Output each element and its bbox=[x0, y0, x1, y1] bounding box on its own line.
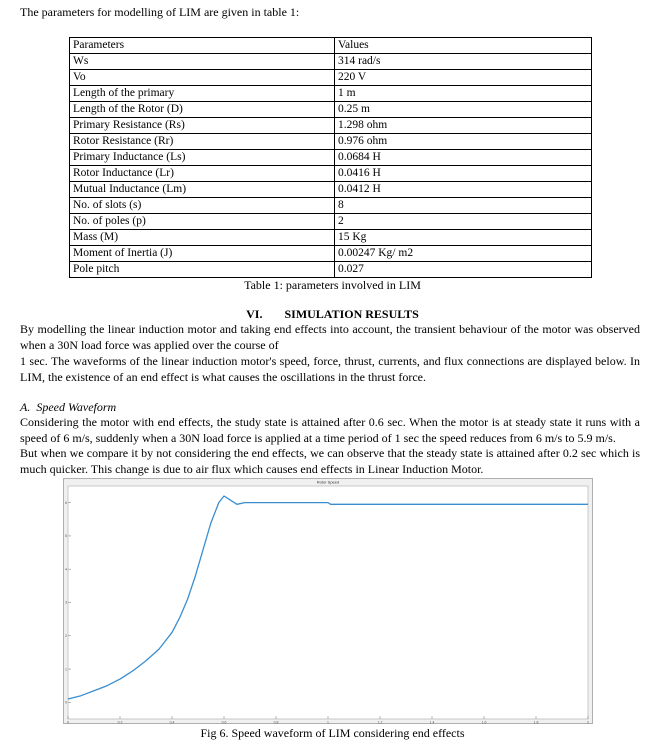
parameter-cell: Moment of Inertia (J) bbox=[70, 246, 335, 262]
x-tick-label: 0.8 bbox=[273, 720, 279, 724]
value-cell: 15 Kg bbox=[335, 230, 592, 246]
value-cell: 314 rad/s bbox=[335, 54, 592, 70]
table-row bbox=[70, 198, 592, 214]
parameter-cell: Rotor Inductance (Lr) bbox=[70, 166, 335, 182]
section-title: SIMULATION RESULTS bbox=[284, 307, 419, 321]
table-row bbox=[70, 166, 592, 182]
y-tick-label: 3 bbox=[65, 600, 67, 605]
paragraph-speed-2: But when we compare it by not considering the end effects, we can observe that the steady state is attained after 0.2 sec which is much quicker. This change is due to air flux which causes end effects in Linear Induction Motor. bbox=[20, 446, 640, 476]
y-tick-label: 4 bbox=[65, 567, 67, 572]
table-row bbox=[70, 118, 592, 134]
parameter-cell: Length of the Rotor (D) bbox=[70, 102, 335, 118]
value-cell: 220 V bbox=[335, 70, 592, 86]
y-tick-label: 0 bbox=[65, 700, 67, 705]
intro-text: The parameters for modelling of LIM are given in table 1: bbox=[20, 5, 300, 19]
y-tick-label: 5 bbox=[65, 534, 67, 539]
parameter-cell: Ws bbox=[70, 54, 335, 70]
parameter-cell: No. of slots (s) bbox=[70, 198, 335, 214]
x-tick-label: 0.2 bbox=[117, 720, 123, 724]
table-row bbox=[70, 214, 592, 230]
parameter-cell: Primary Inductance (Ls) bbox=[70, 150, 335, 166]
parameter-cell: Mass (M) bbox=[70, 230, 335, 246]
paragraph-simulation-2: 1 sec. The waveforms of the linear induction motor's speed, force, thrust, currents, and flux connections are displayed below. In LIM, the existence of an end effect is what causes the oscillations in the thrust force. bbox=[20, 354, 640, 384]
x-tick-label: 2 bbox=[587, 720, 589, 724]
paragraph-simulation-1: By modelling the linear induction motor and taking end effects into account, the transient behaviour of the motor was observed when a 30N load force was applied over the course of bbox=[20, 322, 640, 352]
x-tick-label: 0.4 bbox=[169, 720, 175, 724]
figure-caption: Fig 6. Speed waveform of LIM considering end effects bbox=[200, 726, 465, 740]
table-row bbox=[70, 150, 592, 166]
table-row bbox=[70, 182, 592, 198]
table-caption: Table 1: parameters involved in LIM bbox=[244, 278, 421, 292]
parameter-cell: No. of poles (p) bbox=[70, 214, 335, 230]
y-tick-label: 1 bbox=[65, 667, 67, 672]
parameter-cell: Pole pitch bbox=[70, 262, 335, 278]
x-tick-label: 1.6 bbox=[481, 720, 487, 724]
table-row bbox=[70, 54, 592, 70]
x-tick-label: 0 bbox=[67, 720, 69, 724]
parameter-cell: Mutual Inductance (Lm) bbox=[70, 182, 335, 198]
x-tick-label: 0.6 bbox=[221, 720, 227, 724]
value-cell: 0.0416 H bbox=[335, 166, 592, 182]
speed-chart bbox=[63, 478, 593, 724]
value-cell: 0.25 m bbox=[335, 102, 592, 118]
value-cell: 0.00247 Kg/ m2 bbox=[335, 246, 592, 262]
subsection-number: A. bbox=[20, 400, 31, 414]
parameters-table bbox=[69, 37, 592, 278]
value-cell: 2 bbox=[335, 214, 592, 230]
chart-title: Rotor Speed bbox=[316, 479, 340, 485]
parameter-cell: Parameters bbox=[70, 38, 335, 54]
x-tick-label: 1 bbox=[327, 720, 329, 724]
value-cell: 0.0684 H bbox=[335, 150, 592, 166]
section-number: VI. bbox=[246, 307, 263, 321]
table-row bbox=[70, 134, 592, 150]
table-row bbox=[70, 230, 592, 246]
value-cell: 0.027 bbox=[335, 262, 592, 278]
subsection-heading bbox=[20, 400, 116, 415]
value-cell: 0.0412 H bbox=[335, 182, 592, 198]
table-row bbox=[70, 86, 592, 102]
value-cell: 1.298 ohm bbox=[335, 118, 592, 134]
value-cell: Values bbox=[335, 38, 592, 54]
x-tick-label: 1.8 bbox=[533, 720, 539, 724]
plot-area bbox=[68, 486, 588, 719]
parameter-cell: Rotor Resistance (Rr) bbox=[70, 134, 335, 150]
table-row bbox=[70, 246, 592, 262]
value-cell: 8 bbox=[335, 198, 592, 214]
y-tick-label: 2 bbox=[65, 633, 67, 638]
parameter-cell: Length of the primary bbox=[70, 86, 335, 102]
x-tick-label: 1.2 bbox=[377, 720, 383, 724]
section-heading bbox=[0, 307, 665, 322]
value-cell: 1 m bbox=[335, 86, 592, 102]
table-header-row bbox=[70, 38, 592, 54]
table-row bbox=[70, 102, 592, 118]
table-row bbox=[70, 262, 592, 278]
y-tick-label: 6 bbox=[65, 500, 67, 505]
parameter-cell: Vo bbox=[70, 70, 335, 86]
speed-figure bbox=[63, 478, 593, 724]
x-tick-label: 1.4 bbox=[429, 720, 435, 724]
subsection-title: Speed Waveform bbox=[36, 400, 117, 414]
value-cell: 0.976 ohm bbox=[335, 134, 592, 150]
paragraph-speed-1: Considering the motor with end effects, the study state is attained after 0.6 sec. When the motor is at steady state it runs with a speed of 6 m/s, suddenly when a 30N load force is applied at a time period of 1 sec the speed reduces from 6 m/s to 5.9 m/s. bbox=[20, 415, 640, 445]
parameter-cell: Primary Resistance (Rs) bbox=[70, 118, 335, 134]
table-row bbox=[70, 70, 592, 86]
